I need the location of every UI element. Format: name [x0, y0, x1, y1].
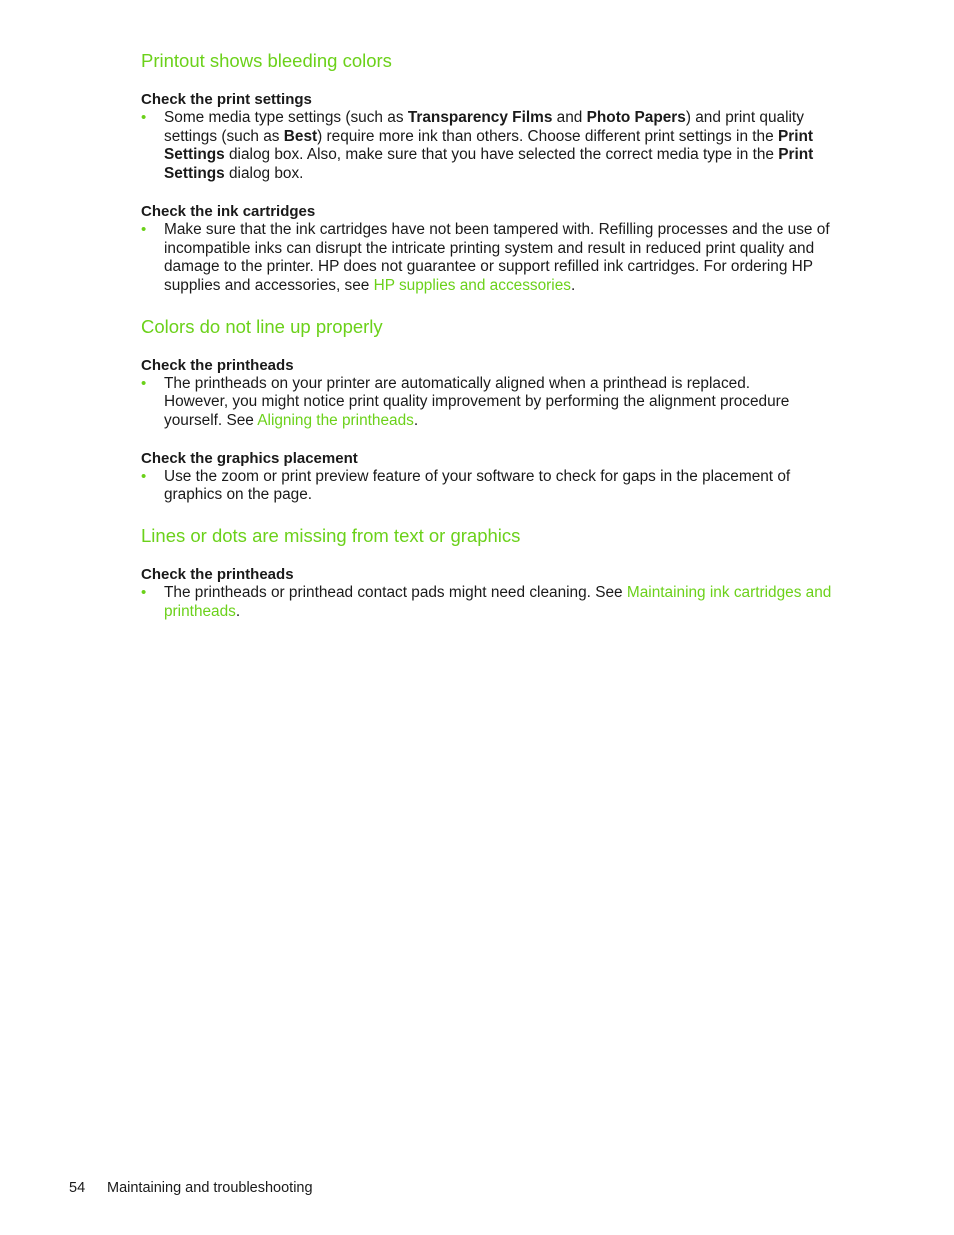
page-content: [141, 48, 846, 640]
text: However, you might notice print quality improvement by performing the alignment procedure yourself. See: [164, 393, 790, 430]
text: and: [552, 109, 587, 126]
text: dialog box.: [224, 165, 304, 183]
bullet-icon: •: [141, 374, 147, 392]
text: ) and print quality settings (such as: [164, 109, 804, 145]
chapter-title: Maintaining and troubleshooting: [107, 1180, 313, 1196]
bold-text: Best: [283, 127, 318, 145]
section-title-bleeding-colors: Printout shows bleeding colors: [141, 50, 392, 71]
bold-text: Transparency Films: [407, 109, 553, 126]
page-footer: [69, 1180, 313, 1196]
text: .: [570, 276, 576, 294]
section-title-lines-dots-missing: Lines or dots are missing from text or graphics: [141, 525, 521, 547]
bold-text: Photo Papers: [586, 109, 686, 126]
list-item: [141, 468, 846, 505]
subhead-check-ink-cartridges: Check the ink cartridges: [141, 202, 316, 220]
text: The printheads or printhead contact pads might need cleaning. See: [164, 584, 627, 602]
subhead-check-print-settings: Check the print settings: [141, 91, 312, 108]
link-hp-supplies[interactable]: HP supplies and accessories: [373, 276, 571, 294]
text: The printheads on your printer are automatically aligned when a printhead is replaced.: [164, 374, 751, 392]
link-maintaining-ink-cartridges[interactable]: Maintaining ink cartridges and printheads: [164, 584, 832, 620]
list-item: [141, 375, 846, 431]
bullet-icon: •: [141, 109, 147, 126]
text: Some media type settings (such as: [164, 109, 408, 126]
subhead-check-printheads: Check the printheads: [141, 356, 294, 374]
subhead-check-graphics-placement: Check the graphics placement: [141, 449, 358, 467]
bullet-icon: •: [141, 220, 147, 238]
text: ) require more ink than others. Choose different print settings in the: [317, 127, 778, 145]
list-item: [141, 584, 846, 621]
bold-text: Print Settings: [164, 146, 814, 183]
bullet-icon: •: [141, 584, 147, 602]
bullet-icon: •: [141, 467, 147, 485]
text: .: [413, 412, 419, 430]
page-number: 54: [69, 1180, 86, 1196]
text: .: [235, 602, 241, 620]
bold-text: Print Settings: [164, 127, 814, 164]
link-aligning-printheads[interactable]: Aligning the printheads: [257, 412, 414, 430]
section-title-colors-line-up: Colors do not line up properly: [141, 315, 383, 337]
list-item: [141, 221, 846, 296]
subhead-check-printheads: Check the printheads: [141, 566, 294, 584]
text: dialog box. Also, make sure that you have selected the correct media type in the: [224, 146, 779, 164]
text: Make sure that the ink cartridges have not been tampered with. Refilling processes and the use of incompatible inks can disrupt the intricate printing system and result in reduced print quality and damage to the printer. HP does not guarantee or support refilled ink cartridges. For ordering HP supplies and accessories, see: [164, 220, 830, 294]
list-item: [141, 109, 846, 184]
text: Use the zoom or print preview feature of your software to check for gaps in the placement of graphics on the page.: [164, 467, 791, 504]
